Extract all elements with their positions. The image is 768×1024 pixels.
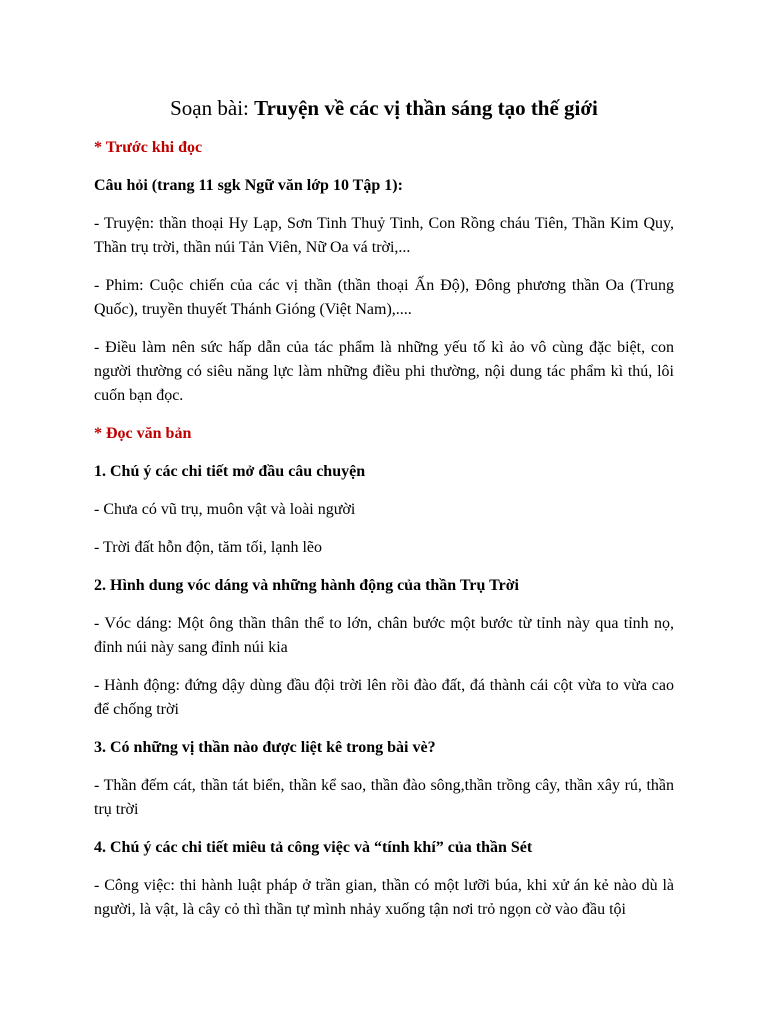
title-prefix: Soạn bài: <box>170 96 255 120</box>
page-title <box>94 93 674 123</box>
answer-2-2: - Hành động: đứng dậy dùng đầu đội trời lên rồi đào đất, đá thành cái cột vừa to vừa cao để chống trời <box>94 677 674 718</box>
answer-1-2: - Trời đất hỗn độn, tăm tối, lạnh lẽo <box>94 539 323 556</box>
reading-heading: * Đọc văn bản <box>94 425 192 442</box>
answer-4-1: - Công việc: thi hành luật pháp ở trần gian, thần có một lưỡi búa, khi xử án kẻ nào dù là người, là vật, là cây cỏ thì thần tự mình nhảy xuống tận nơi trỏ ngọn cờ vào đầu tội <box>94 877 674 918</box>
question-4: 4. Chú ý các chi tiết miêu tả công việc và “tính khí” của thần Sét <box>94 839 533 856</box>
before-reading-heading: * Trước khi đọc <box>94 139 203 156</box>
question-3: 3. Có những vị thần nào được liệt kê trong bài vè? <box>94 739 436 756</box>
document-page <box>94 93 674 936</box>
question-1: 1. Chú ý các chi tiết mở đầu câu chuyện <box>94 463 366 480</box>
title-main: Truyện về các vị thần sáng tạo thế giới <box>254 96 598 120</box>
paragraph-films: - Phim: Cuộc chiến của các vị thần (thần thoại Ấn Độ), Đông phương thần Oa (Trung Quốc), truyền thuyết Thánh Gióng (Việt Nam),.... <box>94 277 674 318</box>
paragraph-stories: - Truyện: thần thoại Hy Lạp, Sơn Tinh Thuỷ Tinh, Con Rồng cháu Tiên, Thần Kim Quy, Thần trụ trời, thần núi Tản Viên, Nữ Oa vá trời,... <box>94 215 674 256</box>
paragraph-appeal: - Điều làm nên sức hấp dẫn của tác phẩm là những yếu tố kì ảo vô cùng đặc biệt, con người thường có siêu năng lực làm những điều phi thường, nội dung tác phẩm kì thú, lôi cuốn bạn đọc. <box>94 339 674 404</box>
answer-2-1: - Vóc dáng: Một ông thần thân thể to lớn, chân bước một bước từ tỉnh này qua tỉnh nọ, đỉnh núi này sang đỉnh núi kia <box>94 615 674 656</box>
question-2: 2. Hình dung vóc dáng và những hành động của thần Trụ Trời <box>94 577 519 594</box>
answer-1-1: - Chưa có vũ trụ, muôn vật và loài người <box>94 501 356 518</box>
answer-3-1: - Thần đếm cát, thần tát biển, thần kể sao, thần đào sông,thần trồng cây, thần xây rú, thần trụ trời <box>94 777 674 818</box>
before-reading-question: Câu hỏi (trang 11 sgk Ngữ văn lớp 10 Tập 1): <box>94 177 403 194</box>
